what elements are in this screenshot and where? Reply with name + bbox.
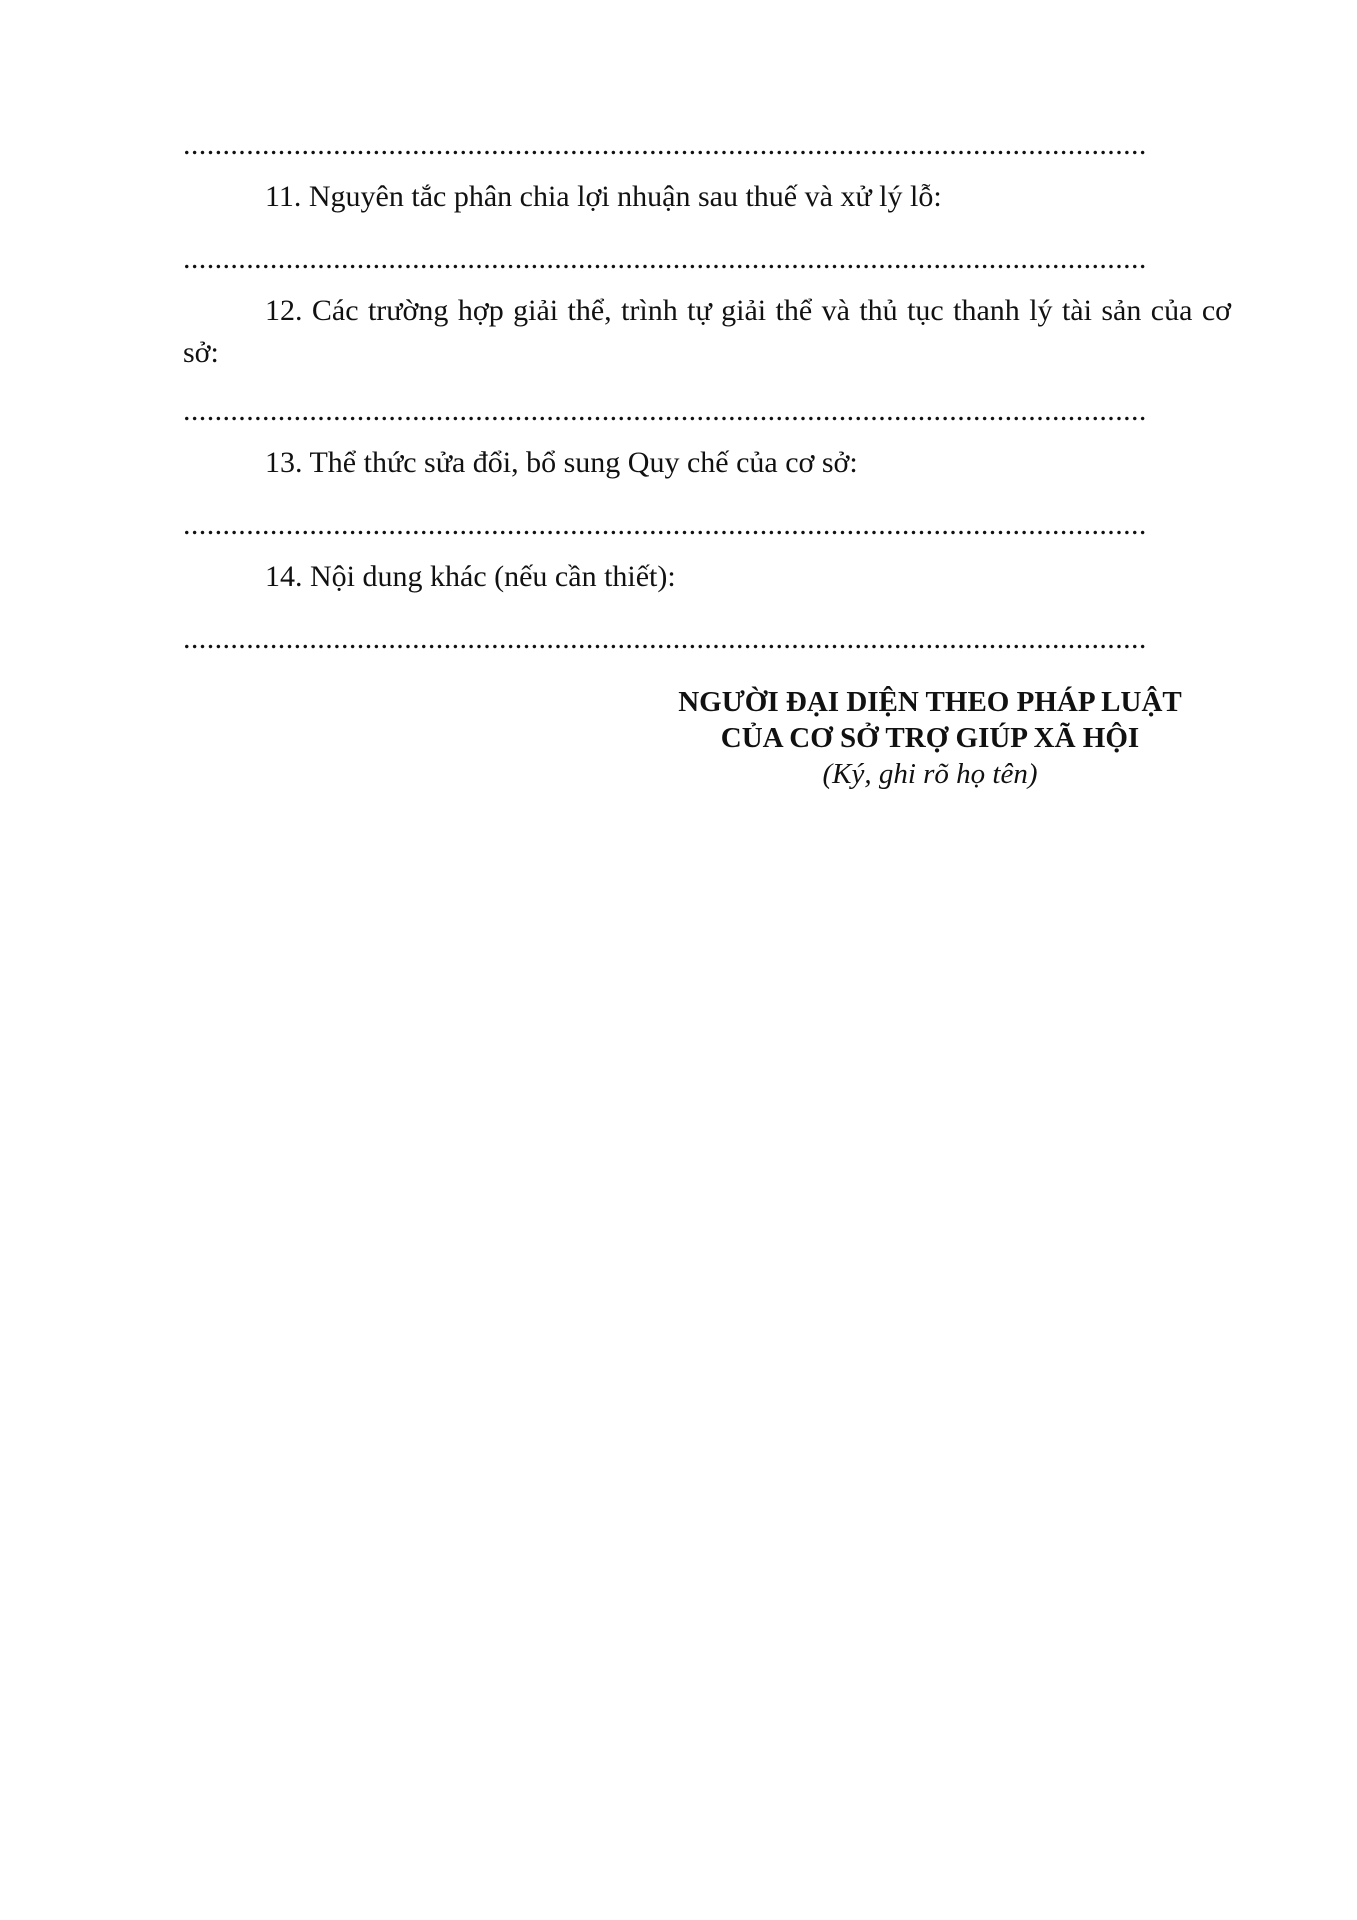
section-number: 12. [265, 294, 303, 327]
section-14 [183, 556, 1231, 598]
section-text: Nguyên tắc phân chia lợi nhuận sau thuế và xử lý lỗ: [308, 180, 942, 213]
section-number: 14. [265, 560, 303, 593]
signature-title-line-2: CỦA CƠ SỞ TRỢ GIÚP XÃ HỘI [720, 722, 1140, 754]
dotted-fill-line: .......................................................................................................................... [183, 508, 1147, 541]
signature-block [600, 684, 1260, 792]
dotted-fill-line: .......................................................................................................................... [183, 394, 1147, 427]
section-12 [183, 290, 1231, 374]
dotted-fill-line: .......................................................................................................................... [183, 242, 1147, 275]
section-text: Nội dung khác (nếu cần thiết): [310, 560, 676, 593]
document-body [183, 128, 1231, 656]
section-11 [183, 176, 1231, 218]
dotted-fill-line: .......................................................................................................................... [183, 622, 1147, 655]
dotted-fill-line: .......................................................................................................................... [183, 128, 1147, 161]
section-number: 11. [265, 180, 302, 213]
section-text: Thể thức sửa đổi, bổ sung Quy chế của cơ sở: [309, 446, 858, 479]
section-text: Các trường hợp giải thể, trình tự giải thể và thủ tục thanh lý tài sản của cơ sở: [183, 294, 1231, 369]
signature-title-line-1: NGƯỜI ĐẠI DIỆN THEO PHÁP LUẬT [678, 686, 1182, 718]
section-number: 13. [265, 446, 303, 479]
signature-instruction: (Ký, ghi rõ họ tên) [822, 758, 1038, 790]
section-13 [183, 442, 1231, 484]
